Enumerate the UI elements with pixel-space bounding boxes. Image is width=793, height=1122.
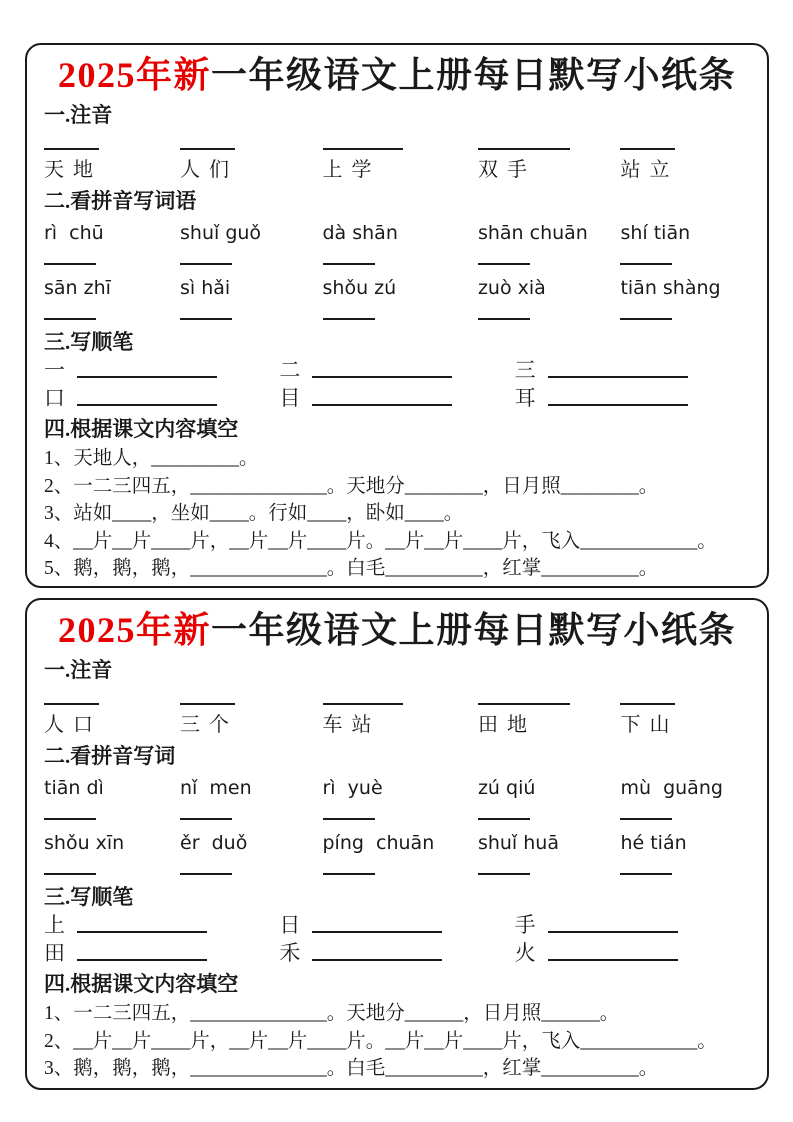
answer-line — [180, 263, 232, 265]
answer-line — [548, 404, 688, 406]
pinyin-item — [323, 221, 478, 269]
answer-line — [312, 404, 452, 406]
section-heading-fill: 四.根据课文内容填空 — [44, 972, 239, 996]
answer-line — [478, 703, 570, 705]
pinyin-item — [478, 776, 621, 824]
zhuyin-word-row — [44, 683, 750, 738]
stroke-item — [515, 913, 750, 938]
answer-line — [77, 376, 217, 378]
pinyin-item — [620, 276, 750, 324]
answer-line — [44, 703, 99, 705]
pinyin-label: sì hǎi — [180, 277, 231, 299]
answer-line — [180, 873, 232, 875]
stroke-char-label: 目 — [279, 386, 301, 410]
stroke-item — [44, 386, 279, 411]
zhuyin-word-item — [620, 683, 750, 738]
answer-line — [44, 318, 96, 320]
answer-line — [478, 873, 530, 875]
answer-line — [620, 263, 672, 265]
zhuyin-word-item — [620, 128, 750, 183]
word-label: 人 们 — [180, 159, 232, 181]
pinyin-row-2 — [44, 831, 750, 879]
answer-line — [323, 318, 375, 320]
answer-line — [312, 931, 442, 933]
answer-line — [323, 263, 375, 265]
zhuyin-word-item — [44, 128, 180, 183]
stroke-char-label: 三 — [514, 358, 536, 382]
answer-line — [312, 959, 442, 961]
answer-line — [548, 931, 678, 933]
pinyin-label: tiān dì — [44, 777, 104, 799]
stroke-char-label: 日 — [279, 913, 301, 937]
word-label: 田 地 — [477, 714, 529, 736]
answer-line — [180, 703, 235, 705]
section-heading-zhuyin: 一.注音 — [44, 103, 113, 127]
pinyin-item — [323, 276, 478, 324]
stroke-char-label: 手 — [514, 913, 536, 937]
pinyin-label: hé tián — [620, 832, 687, 854]
answer-line — [44, 148, 99, 150]
pinyin-label: zú qiú — [477, 777, 536, 799]
stroke-char-label: 二 — [279, 358, 301, 382]
fill-in-list — [44, 445, 750, 583]
stroke-item — [515, 386, 750, 411]
fill-in-item: 1、天地人，_________。 — [44, 448, 259, 469]
pinyin-item — [44, 276, 180, 324]
answer-line — [77, 931, 207, 933]
zhuyin-word-item — [478, 128, 621, 183]
pinyin-label: rì yuè — [322, 777, 383, 799]
pinyin-item — [323, 831, 478, 879]
stroke-char-label: 田 — [44, 941, 65, 965]
pinyin-item — [620, 831, 750, 879]
title-main-text: 一年级语文上册每日默写小纸条 — [211, 610, 737, 650]
answer-line — [478, 263, 530, 265]
zhuyin-word-item — [323, 128, 478, 183]
answer-line — [620, 148, 675, 150]
fill-in-item: 1、一二三四五，______________。天地分______，日月照______。 — [44, 1003, 620, 1024]
title-year-highlight: 2025年新 — [57, 610, 211, 650]
section-heading-zhuyin: 一.注音 — [44, 658, 113, 682]
pinyin-item — [620, 221, 750, 269]
stroke-char-label: 一 — [44, 358, 65, 382]
pinyin-label: dà shān — [322, 222, 398, 244]
pinyin-row-1 — [44, 776, 750, 824]
zhuyin-word-row — [44, 128, 750, 183]
pinyin-item — [478, 276, 621, 324]
fill-in-item: 2、一二三四五，______________。天地分________，日月照________。 — [44, 475, 659, 497]
stroke-row-1 — [44, 913, 750, 938]
fill-in-item: 5、鹅，鹅，鹅，______________。白毛__________，红掌__________。 — [44, 558, 659, 579]
answer-line — [180, 148, 235, 150]
pinyin-item — [323, 776, 478, 824]
pinyin-item — [180, 221, 322, 269]
section-heading-pinyin: 二.看拼音写词语 — [44, 189, 197, 213]
pinyin-item — [44, 831, 180, 879]
worksheet-card-1 — [25, 43, 769, 588]
zhuyin-word-item — [44, 683, 180, 738]
word-label: 双 手 — [477, 159, 529, 181]
answer-line — [323, 703, 403, 705]
zhuyin-word-item — [180, 683, 322, 738]
worksheet-title — [44, 608, 750, 652]
pinyin-item — [620, 776, 750, 824]
answer-line — [323, 148, 403, 150]
fill-in-item: 3、站如____，坐如____。行如____，卧如____。 — [44, 503, 464, 524]
answer-line — [478, 818, 530, 820]
answer-line — [77, 959, 207, 961]
stroke-item — [515, 358, 750, 383]
stroke-row-1 — [44, 358, 750, 383]
answer-line — [44, 873, 96, 875]
pinyin-item — [44, 776, 180, 824]
pinyin-label: shǒu zú — [322, 277, 397, 299]
answer-line — [323, 873, 375, 875]
word-label: 车 站 — [322, 714, 374, 736]
title-main-text: 一年级语文上册每日默写小纸条 — [211, 55, 737, 95]
stroke-item — [44, 358, 279, 383]
word-label: 三 个 — [180, 714, 232, 736]
pinyin-item — [180, 776, 322, 824]
stroke-item — [279, 941, 514, 966]
fill-in-item: 2、__片__片____片，__片__片____片。__片__片____片，飞入____________。 — [44, 1030, 717, 1052]
stroke-item — [515, 941, 750, 966]
pinyin-label: mù guāng — [620, 777, 723, 799]
answer-line — [180, 318, 232, 320]
stroke-char-label: 耳 — [514, 386, 536, 410]
stroke-item — [279, 913, 514, 938]
worksheet-card-2 — [25, 598, 769, 1090]
pinyin-item — [478, 831, 621, 879]
answer-line — [548, 376, 688, 378]
zhuyin-word-item — [323, 683, 478, 738]
word-label: 站 立 — [620, 159, 672, 181]
pinyin-item — [180, 831, 322, 879]
answer-line — [180, 818, 232, 820]
pinyin-row-1 — [44, 221, 750, 269]
pinyin-label: ěr duǒ — [180, 832, 248, 854]
answer-line — [44, 263, 96, 265]
answer-line — [312, 376, 452, 378]
stroke-char-label: 火 — [514, 941, 536, 965]
pinyin-label: nǐ men — [180, 777, 252, 799]
worksheet-title — [44, 53, 750, 97]
stroke-char-label: 禾 — [279, 941, 301, 965]
answer-line — [620, 318, 672, 320]
pinyin-item — [478, 221, 621, 269]
answer-line — [44, 818, 96, 820]
zhuyin-word-item — [180, 128, 322, 183]
pinyin-label: sān zhī — [44, 277, 111, 299]
fill-in-item: 3、鹅，鹅，鹅，______________。白毛__________，红掌__________。 — [44, 1058, 659, 1079]
fill-in-item: 4、__片__片____片，__片__片____片。__片__片____片，飞入____________。 — [44, 530, 717, 552]
fill-in-list — [44, 1000, 750, 1083]
pinyin-label: rì chū — [44, 222, 104, 244]
pinyin-label: shuǐ huā — [477, 832, 559, 854]
answer-line — [620, 873, 672, 875]
pinyin-label: shǒu xīn — [44, 832, 125, 854]
stroke-char-label: 上 — [44, 913, 65, 937]
section-heading-fill: 四.根据课文内容填空 — [44, 417, 239, 441]
pinyin-label: shí tiān — [620, 222, 691, 244]
stroke-item — [279, 386, 514, 411]
stroke-char-label: 口 — [44, 386, 65, 410]
stroke-item — [44, 941, 279, 966]
answer-line — [548, 959, 678, 961]
stroke-row-2 — [44, 386, 750, 411]
section-heading-strokes: 三.写顺笔 — [44, 885, 134, 909]
word-label: 天 地 — [44, 159, 95, 181]
pinyin-label: shān chuān — [477, 222, 588, 244]
zhuyin-word-item — [478, 683, 621, 738]
stroke-row-2 — [44, 941, 750, 966]
pinyin-label: tiān shàng — [620, 277, 721, 299]
pinyin-label: shuǐ guǒ — [180, 222, 262, 244]
word-label: 下 山 — [620, 714, 672, 736]
answer-line — [620, 818, 672, 820]
word-label: 人 口 — [44, 714, 95, 736]
section-heading-strokes: 三.写顺笔 — [44, 330, 134, 354]
answer-line — [620, 703, 675, 705]
pinyin-label: píng chuān — [322, 832, 435, 854]
pinyin-row-2 — [44, 276, 750, 324]
pinyin-item — [44, 221, 180, 269]
title-year-highlight: 2025年新 — [57, 55, 211, 95]
section-heading-pinyin: 二.看拼音写词 — [44, 744, 176, 768]
pinyin-item — [180, 276, 322, 324]
answer-line — [478, 318, 530, 320]
word-label: 上 学 — [322, 159, 374, 181]
pinyin-label: zuò xià — [477, 277, 546, 299]
answer-line — [77, 404, 217, 406]
answer-line — [478, 148, 570, 150]
stroke-item — [44, 913, 279, 938]
stroke-item — [279, 358, 514, 383]
answer-line — [323, 818, 375, 820]
